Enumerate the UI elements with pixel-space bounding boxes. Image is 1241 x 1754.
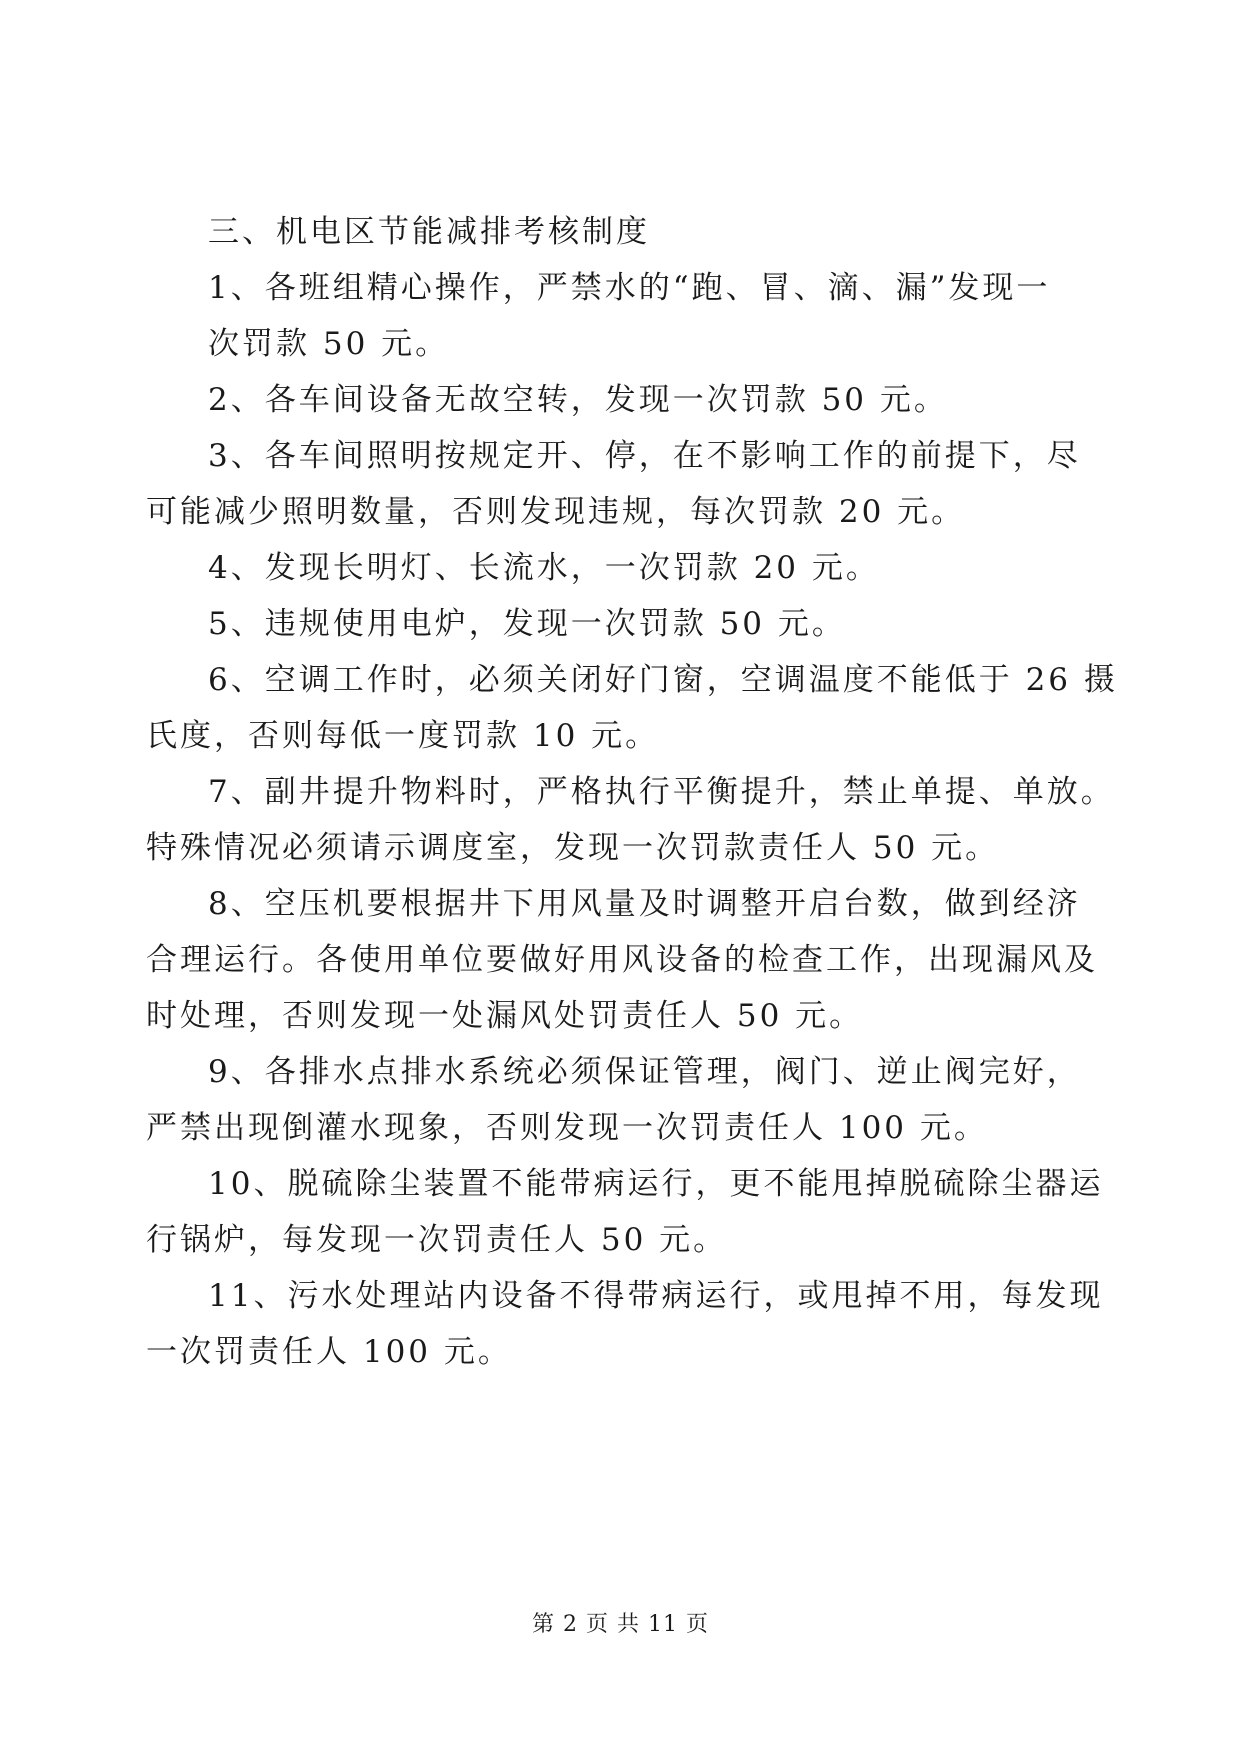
item-10-line-1: 10、脱硫除尘装置不能带病运行，更不能甩掉脱硫除尘器运 bbox=[208, 1166, 1104, 1202]
item-9-line-1: 9、各排水点排水系统必须保证管理，阀门、逆止阀完好， bbox=[208, 1054, 1081, 1090]
item-7-line-1: 7、副井提升物料时，严格执行平衡提升，禁止单提、单放。 bbox=[208, 774, 1115, 810]
page-number-footer: 第 2 页 共 11 页 bbox=[532, 1612, 709, 1637]
item-1-line-2: 次罚款 50 元。 bbox=[208, 326, 450, 362]
item-4-line-1: 4、发现长明灯、长流水，一次罚款 20 元。 bbox=[208, 550, 880, 586]
item-9-line-2: 严禁出现倒灌水现象，否则发现一次罚责任人 100 元。 bbox=[146, 1110, 988, 1146]
item-3-line-2: 可能减少照明数量，否则发现违规，每次罚款 20 元。 bbox=[146, 494, 966, 530]
item-10-line-2: 行锅炉，每发现一次罚责任人 50 元。 bbox=[146, 1222, 728, 1258]
item-2-line-1: 2、各车间设备无故空转，发现一次罚款 50 元。 bbox=[208, 382, 948, 418]
item-3-line-1: 3、各车间照明按规定开、停，在不影响工作的前提下，尽 bbox=[208, 438, 1081, 474]
item-7-line-2: 特殊情况必须请示调度室，发现一次罚款责任人 50 元。 bbox=[146, 830, 1000, 866]
item-11-line-1: 11、污水处理站内设备不得带病运行，或甩掉不用，每发现 bbox=[208, 1278, 1104, 1314]
item-8-line-3: 时处理，否则发现一处漏风处罚责任人 50 元。 bbox=[146, 998, 864, 1034]
item-11-line-2: 一次罚责任人 100 元。 bbox=[146, 1334, 512, 1370]
item-6-line-1: 6、空调工作时，必须关闭好门窗，空调温度不能低于 26 摄 bbox=[208, 662, 1118, 698]
section-heading: 三、机电区节能减排考核制度 bbox=[208, 214, 650, 250]
item-8-line-1: 8、空压机要根据井下用风量及时调整开启台数，做到经济 bbox=[208, 886, 1081, 922]
item-1-line-1: 1、各班组精心操作，严禁水的“跑、冒、滴、漏”发现一 bbox=[208, 270, 1051, 306]
item-5-line-1: 5、违规使用电炉，发现一次罚款 50 元。 bbox=[208, 606, 846, 642]
item-8-line-2: 合理运行。各使用单位要做好用风设备的检查工作，出现漏风及 bbox=[146, 942, 1098, 978]
item-6-line-2: 氏度，否则每低一度罚款 10 元。 bbox=[146, 718, 660, 754]
